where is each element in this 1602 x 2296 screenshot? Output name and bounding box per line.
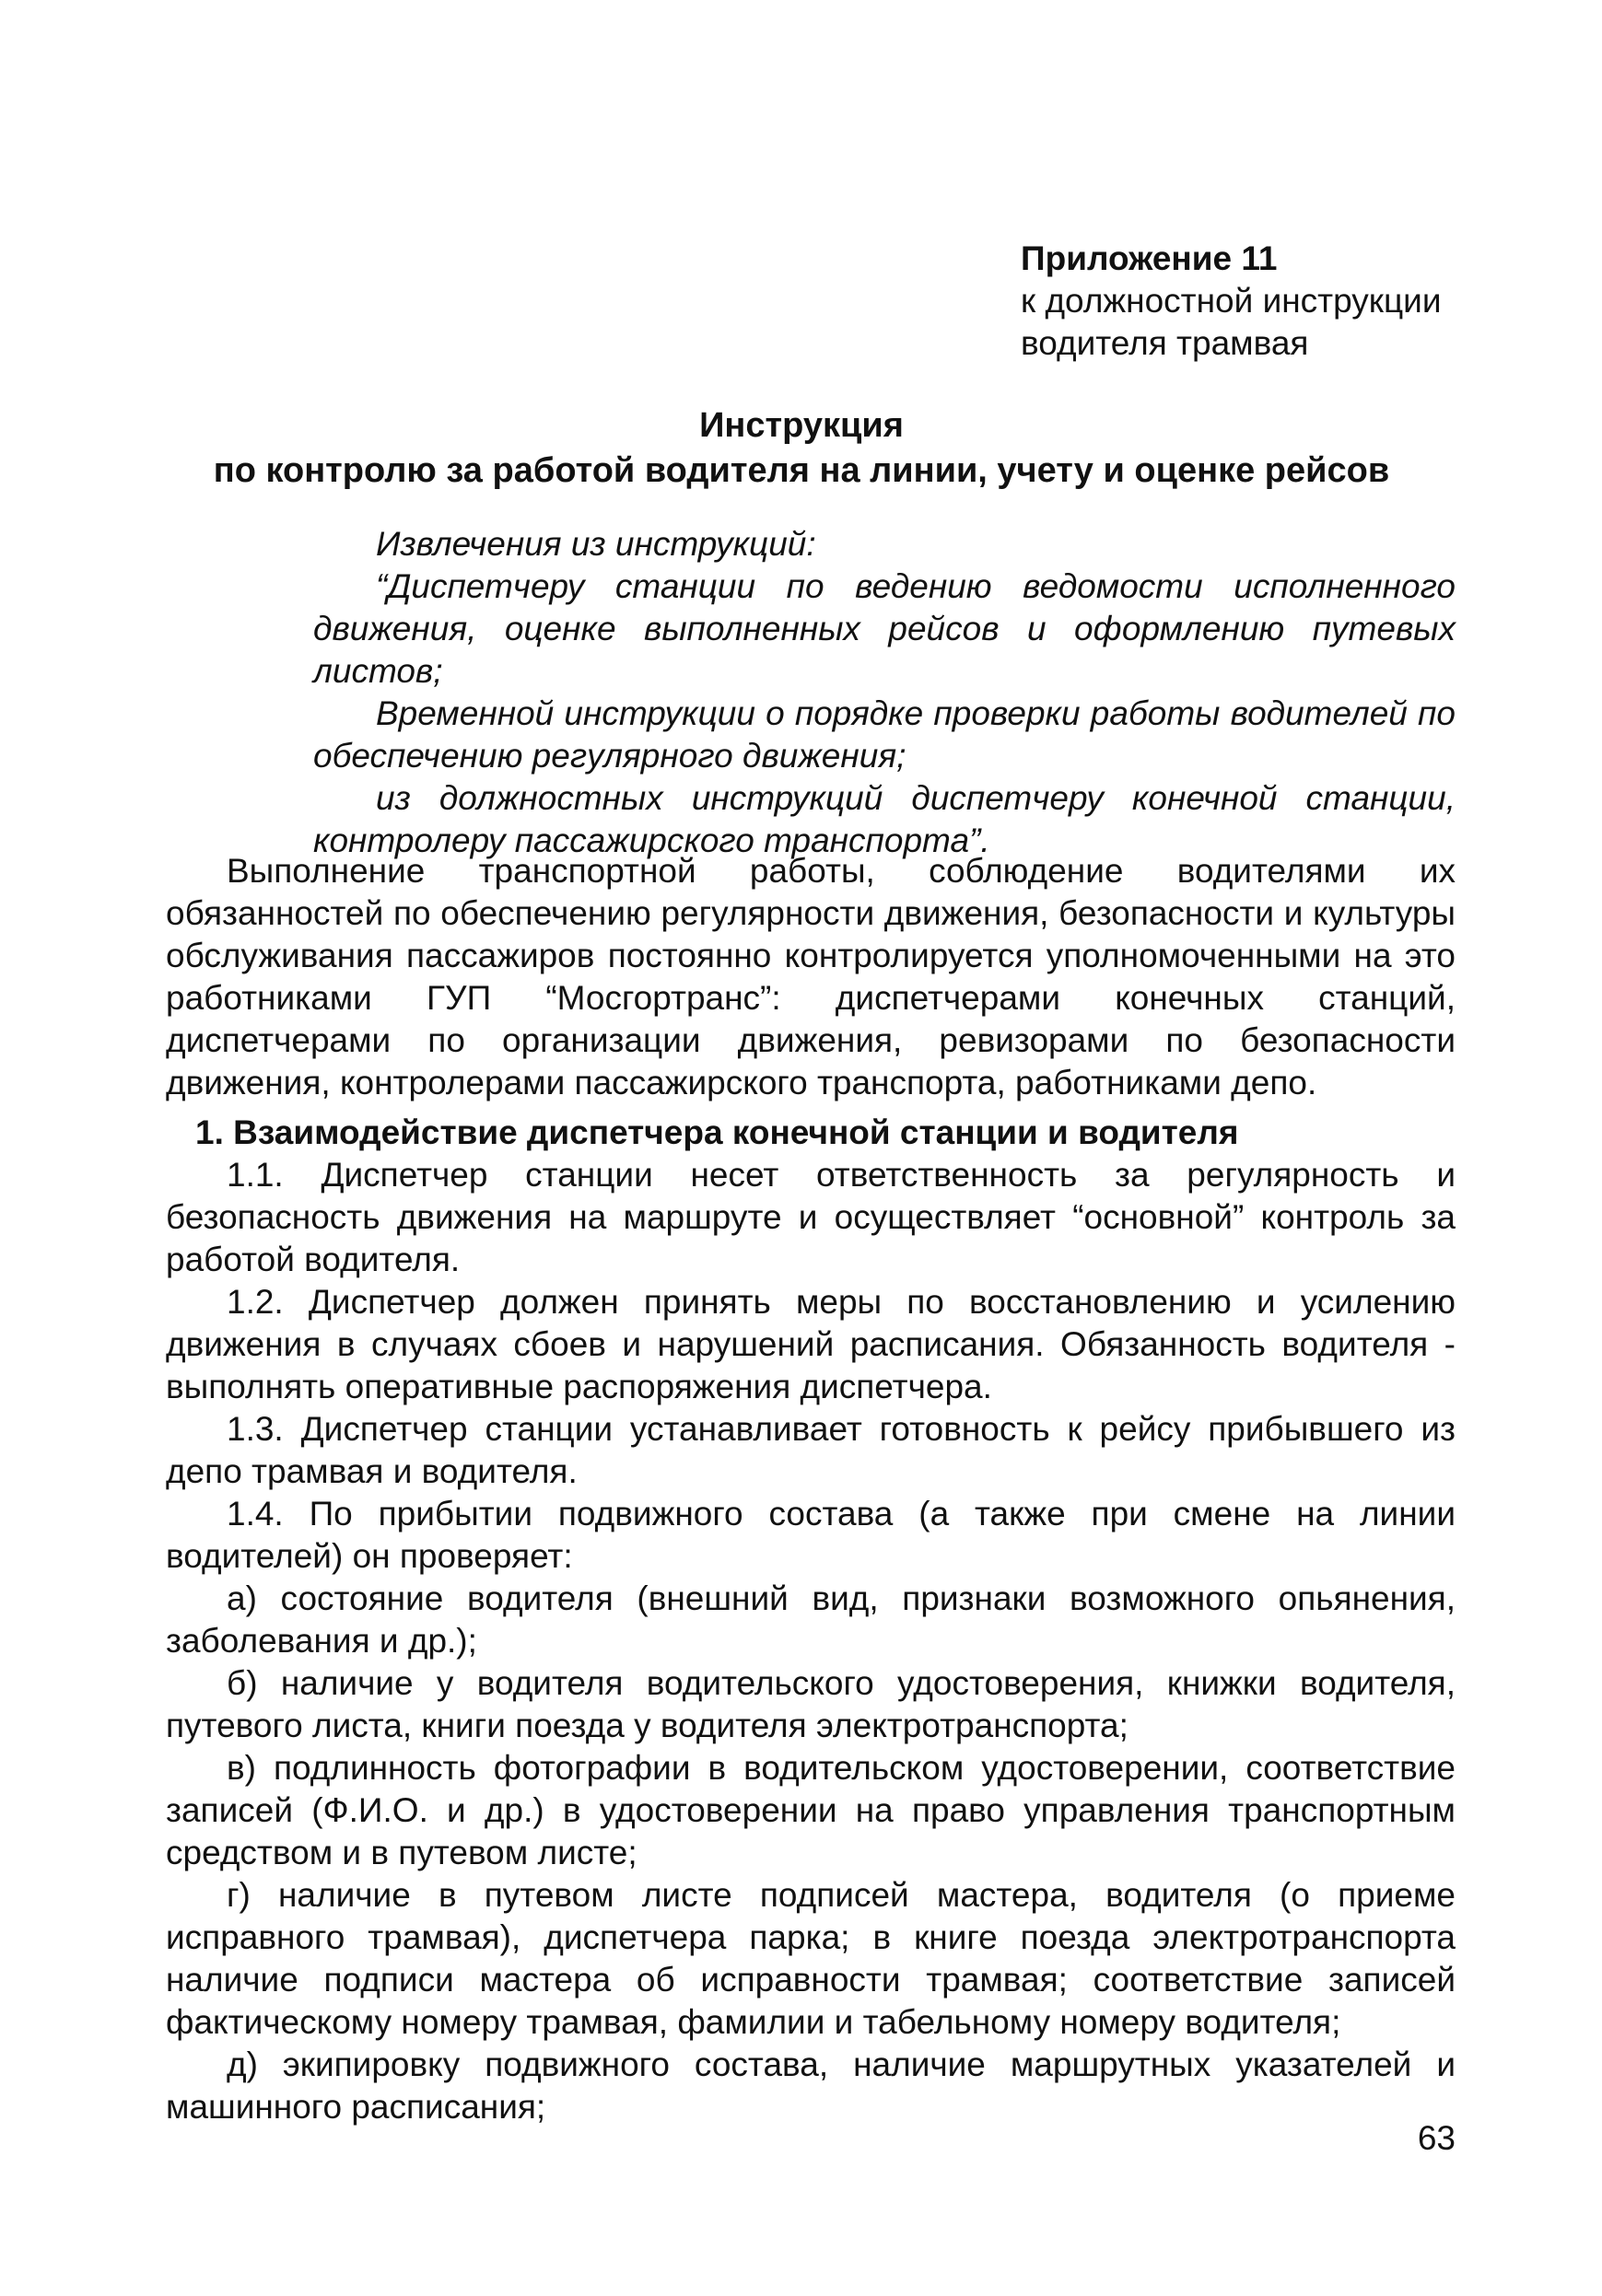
list-item-g: г) наличие в путевом листе подписей мастера, водителя (о приеме исправного трамвая), диспетчера парка; в книге поезда электротранспорта наличие подписи мастера об исправности трамвая; соответствие записей фактическому номеру трамвая, фамилии и табельному номеру водителя;: [166, 1876, 1456, 2041]
paragraph-1-2: 1.2. Диспетчер должен принять меры по восстановлению и усилению движения в случаях сбоев и нарушений расписания. Обязанность водителя - выполнять оперативные распоряжения диспетчера.: [166, 1283, 1456, 1405]
list-item-d: д) экипировку подвижного состава, наличие маршрутных указателей и машинного расписания;: [166, 2045, 1456, 2126]
page-number: 63: [1417, 2119, 1456, 2157]
extract-block: [313, 523, 1456, 862]
list-item-b: б) наличие у водителя водительского удостоверения, книжки водителя, путевого листа, книги поезда у водителя электротранспорта;: [166, 1664, 1456, 1744]
appendix-title: Приложение 11: [1021, 239, 1278, 277]
paragraph-1-1: 1.1. Диспетчер станции несет ответственность за регулярность и безопасность движения на маршруте и осуществляет “основной” контроль за работой водителя.: [166, 1156, 1456, 1278]
body-text: [166, 850, 1456, 2128]
section-1-heading: 1. Взаимодействие диспетчера конечной станции и водителя: [195, 1113, 1239, 1151]
document-title: [166, 403, 1437, 494]
appendix-header: [1021, 238, 1500, 365]
document-title-line-1: Инструкция: [699, 406, 904, 445]
document-title-line-2: по контролю за работой водителя на линии, учету и оценке рейсов: [213, 451, 1390, 490]
paragraph-1-4: 1.4. По прибытии подвижного состава (а также при смене на линии водителей) он проверяет:: [166, 1495, 1456, 1575]
extract-item: из должностных инструкций диспетчеру конечной станции, контролеру пассажирского транспорта”.: [313, 779, 1456, 859]
paragraph-1-3: 1.3. Диспетчер станции устанавливает готовность к рейсу прибывшего из депо трамвая и водителя.: [166, 1410, 1456, 1490]
intro-paragraph: Выполнение транспортной работы, соблюдение водителями их обязанностей по обеспечению регулярности движения, безопасности и культуры обслуживания пассажиров постоянно контролируется уполномоченными на это работниками ГУП “Мосгортранс”: диспетчерами конечных станций, диспетчерами по организации движения, ревизорами по безопасности движения, контролерами пассажирского транспорта, работниками депо.: [166, 852, 1456, 1101]
extract-item: Временной инструкции о порядке проверки работы водителей по обеспечению регулярного движения;: [313, 694, 1456, 775]
extract-item: “Диспетчеру станции по ведению ведомости исполненного движения, оценке выполненных рейсов и оформлению путевых листов;: [313, 567, 1456, 690]
list-item-v: в) подлинность фотографии в водительском удостоверении, соответствие записей (Ф.И.О. и др.) в удостоверении на право управления транспортным средством и в путевом листе;: [166, 1749, 1456, 1871]
appendix-line-2: водителя трамвая: [1021, 324, 1309, 362]
appendix-line-1: к должностной инструкции: [1021, 282, 1442, 320]
list-item-a: а) состояние водителя (внешний вид, признаки возможного опьянения, заболевания и др.);: [166, 1579, 1456, 1660]
extract-heading: Извлечения из инструкций:: [376, 525, 816, 563]
